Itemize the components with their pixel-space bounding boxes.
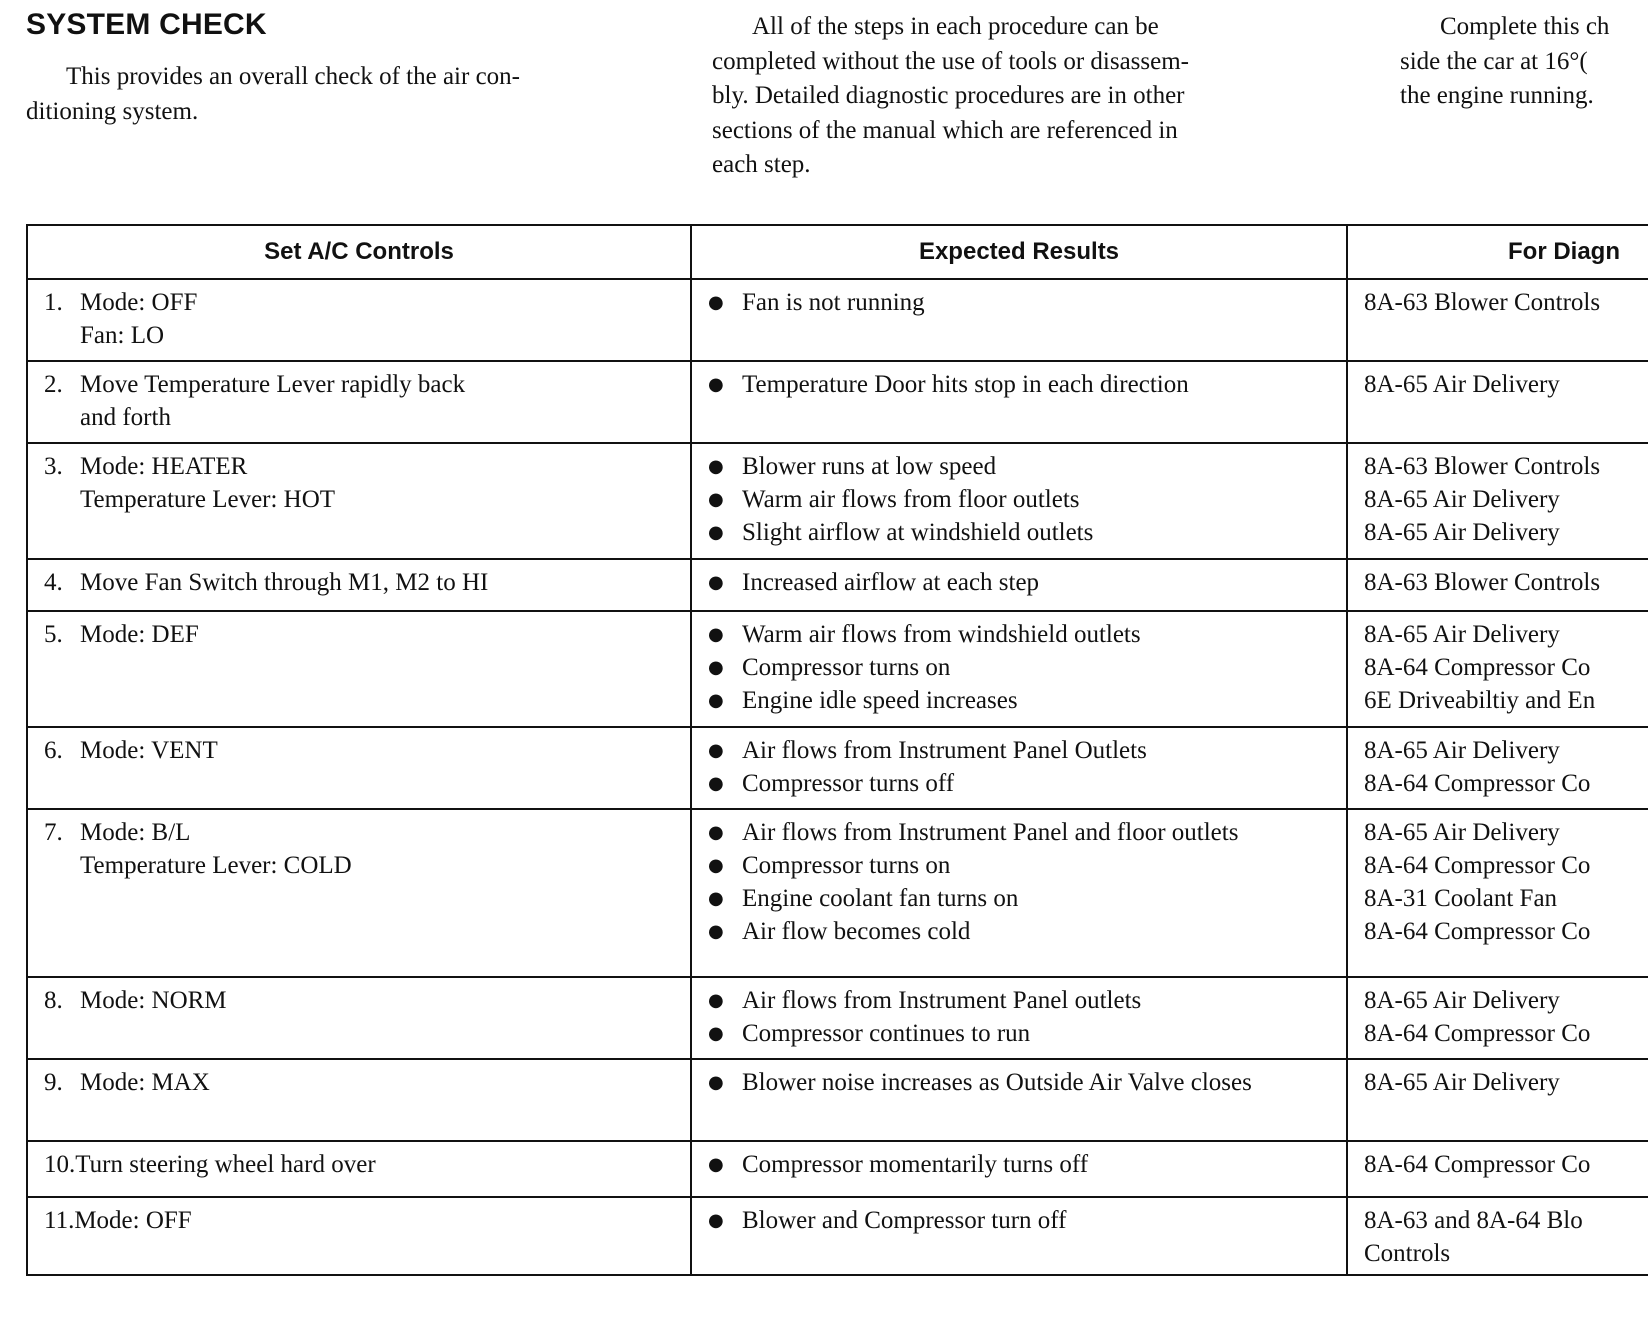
diagnosis-cell <box>1347 1059 1648 1141</box>
intro-line: All of the steps in each procedure can be <box>752 13 1159 40</box>
table-row <box>27 727 1648 809</box>
control-text: Move Temperature Lever rapidly back <box>80 371 466 398</box>
results-list <box>708 1066 1334 1099</box>
page-title: SYSTEM CHECK <box>26 8 267 41</box>
intro-line: each step. <box>712 151 811 178</box>
result-item: ● Warm air flows from windshield outlets <box>708 618 1338 651</box>
result-item: ● Engine idle speed increases <box>708 684 1338 717</box>
controls-cell <box>27 361 691 443</box>
step-number: 10. <box>44 1151 76 1178</box>
result-item: ● Blower runs at low speed <box>708 450 1338 483</box>
results-cell <box>691 1141 1347 1197</box>
table-row <box>27 361 1648 443</box>
result-item: ● Compressor turns on <box>708 651 1338 684</box>
result-item: ● Engine coolant fan turns on <box>708 882 1338 915</box>
results-cell <box>691 1197 1347 1275</box>
table-row <box>27 611 1648 727</box>
diagnosis-reference: 8A-65 Air Delivery <box>1364 987 1560 1014</box>
diagnosis-reference: 8A-63 Blower Controls <box>1364 289 1601 316</box>
result-item: ● Fan is not running <box>708 286 1338 319</box>
control-text: and forth <box>80 404 171 431</box>
control-setting <box>44 1066 678 1099</box>
results-cell <box>691 279 1347 361</box>
result-item: ● Compressor turns off <box>708 767 1338 800</box>
intro-line: the engine running. <box>1400 82 1594 109</box>
results-cell <box>691 443 1347 559</box>
control-setting <box>44 618 678 651</box>
result-item: ● Temperature Door hits stop in each direction <box>708 368 1338 401</box>
intro-paragraph-1 <box>26 60 626 129</box>
controls-cell <box>27 1141 691 1197</box>
step-number: 4. <box>44 569 63 596</box>
diagnosis-cell <box>1347 361 1648 443</box>
diagnosis-cell <box>1347 727 1648 809</box>
control-text: Mode: DEF <box>80 621 199 648</box>
diagnosis-cell <box>1347 279 1648 361</box>
column-header-results: Expected Results <box>691 225 1347 279</box>
results-list <box>708 734 1334 800</box>
diagnosis-reference: 8A-64 Compressor Co <box>1364 770 1591 797</box>
table-body <box>27 279 1648 1275</box>
diagnosis-reference: 8A-64 Compressor Co <box>1364 852 1591 879</box>
intro-line: Complete this ch <box>1440 13 1610 40</box>
diagnosis-reference: 6E Driveabiltiy and En <box>1364 687 1596 714</box>
step-number: 8. <box>44 987 63 1014</box>
controls-cell <box>27 1059 691 1141</box>
results-list <box>708 450 1334 549</box>
control-setting <box>44 816 678 849</box>
diagnosis-cell <box>1347 1197 1648 1275</box>
result-item: ● Increased airflow at each step <box>708 566 1338 599</box>
diagnosis-reference: 8A-65 Air Delivery <box>1364 519 1560 546</box>
diagnosis-cell <box>1347 977 1648 1059</box>
control-setting <box>44 849 678 882</box>
diagnosis-reference: Controls <box>1364 1240 1451 1267</box>
intro-line: completed without the use of tools or disassem- <box>712 47 1190 75</box>
column-header-diagnosis: For Diagn <box>1347 225 1648 279</box>
diagnosis-cell <box>1347 611 1648 727</box>
control-text: Mode: OFF <box>80 289 198 316</box>
controls-cell <box>27 559 691 611</box>
diagnosis-reference: 8A-64 Compressor Co <box>1364 654 1591 681</box>
diagnosis-reference: 8A-64 Compressor Co <box>1364 1151 1591 1178</box>
results-list <box>708 618 1334 717</box>
diagnosis-reference: 8A-65 Air Delivery <box>1364 621 1560 648</box>
result-item: ● Compressor turns on <box>708 849 1338 882</box>
results-list <box>708 816 1334 948</box>
result-item: ● Air flow becomes cold <box>708 915 1338 948</box>
control-setting <box>44 319 678 352</box>
results-cell <box>691 727 1347 809</box>
results-list <box>708 368 1334 401</box>
control-setting <box>44 1204 678 1237</box>
diagnosis-cell <box>1347 443 1648 559</box>
control-setting <box>44 483 678 516</box>
step-number: 6. <box>44 737 63 764</box>
results-cell <box>691 1059 1347 1141</box>
results-list <box>708 286 1334 319</box>
diagnosis-reference: 8A-63 Blower Controls <box>1364 453 1601 480</box>
control-text: Mode: OFF <box>74 1207 192 1234</box>
control-text: Mode: NORM <box>80 987 227 1014</box>
control-setting <box>44 368 678 401</box>
result-item: ● Blower noise increases as Outside Air Valve closes <box>708 1066 1338 1099</box>
diagnosis-reference: 8A-65 Air Delivery <box>1364 737 1560 764</box>
step-number: 9. <box>44 1069 63 1096</box>
step-number: 11. <box>44 1207 75 1234</box>
controls-cell <box>27 279 691 361</box>
intro-paragraph-3 <box>1400 10 1648 114</box>
control-setting <box>44 566 678 599</box>
control-setting <box>44 286 678 319</box>
results-list <box>708 566 1334 599</box>
controls-cell <box>27 727 691 809</box>
table-row <box>27 443 1648 559</box>
diagnosis-reference: 8A-63 Blower Controls <box>1364 569 1601 596</box>
step-number: 1. <box>44 289 63 316</box>
results-cell <box>691 611 1347 727</box>
table-row <box>27 1197 1648 1275</box>
step-number: 2. <box>44 371 63 398</box>
diagnosis-reference: 8A-65 Air Delivery <box>1364 1069 1560 1096</box>
column-header-controls: Set A/C Controls <box>27 225 691 279</box>
control-setting <box>44 450 678 483</box>
controls-cell <box>27 1197 691 1275</box>
results-list <box>708 984 1334 1050</box>
intro-line: This provides an overall check of the air con- <box>66 63 520 90</box>
result-item: ● Compressor continues to run <box>708 1017 1338 1050</box>
results-list <box>708 1204 1334 1237</box>
diagnosis-reference: 8A-65 Air Delivery <box>1364 486 1560 513</box>
diagnosis-reference: 8A-64 Compressor Co <box>1364 918 1591 945</box>
table-row <box>27 1141 1648 1197</box>
control-text: Mode: B/L <box>80 819 191 846</box>
results-list <box>708 1148 1334 1181</box>
control-text: Temperature Lever: COLD <box>80 852 352 879</box>
diagnosis-reference: 8A-63 and 8A-64 Blo <box>1364 1207 1583 1234</box>
results-cell <box>691 559 1347 611</box>
control-setting <box>44 401 678 434</box>
control-setting <box>44 1148 678 1181</box>
diagnosis-reference: 8A-64 Compressor Co <box>1364 1020 1591 1047</box>
diagnosis-reference: 8A-31 Coolant Fan <box>1364 885 1558 912</box>
control-setting <box>44 984 678 1017</box>
intro-line: ditioning system. <box>26 97 199 125</box>
control-text: Move Fan Switch through M1, M2 to HI <box>80 569 489 596</box>
result-item: ● Air flows from Instrument Panel outlets <box>708 984 1338 1017</box>
result-item: ● Blower and Compressor turn off <box>708 1204 1338 1237</box>
results-cell <box>691 809 1347 977</box>
system-check-table <box>26 224 1648 1276</box>
intro-paragraph-2 <box>712 10 1317 183</box>
control-text: Mode: VENT <box>80 737 218 764</box>
table-row <box>27 809 1648 977</box>
table-row <box>27 559 1648 611</box>
control-text: Mode: MAX <box>80 1069 210 1096</box>
table-row <box>27 1059 1648 1141</box>
step-number: 7. <box>44 819 63 846</box>
table-row <box>27 977 1648 1059</box>
intro-line: side the car at 16°( <box>1400 47 1588 75</box>
diagnosis-cell <box>1347 809 1648 977</box>
control-text: Turn steering wheel hard over <box>75 1151 376 1178</box>
diagnosis-cell <box>1347 559 1648 611</box>
result-item: ● Air flows from Instrument Panel Outlets <box>708 734 1338 767</box>
control-setting <box>44 734 678 767</box>
controls-cell <box>27 977 691 1059</box>
intro-line: bly. Detailed diagnostic procedures are in other <box>712 82 1185 109</box>
result-item: ● Air flows from Instrument Panel and floor outlets <box>708 816 1338 849</box>
results-cell <box>691 977 1347 1059</box>
control-text: Mode: HEATER <box>80 453 248 480</box>
controls-cell <box>27 443 691 559</box>
table-header-row <box>27 225 1648 279</box>
step-number: 5. <box>44 621 63 648</box>
diagnosis-reference: 8A-65 Air Delivery <box>1364 819 1560 846</box>
diagnosis-cell <box>1347 1141 1648 1197</box>
result-item: ● Compressor momentarily turns off <box>708 1148 1338 1181</box>
results-cell <box>691 361 1347 443</box>
intro-line: sections of the manual which are referenced in <box>712 116 1178 144</box>
result-item: ● Warm air flows from floor outlets <box>708 483 1338 516</box>
control-text: Fan: LO <box>80 322 165 349</box>
step-number: 3. <box>44 453 63 480</box>
table-row <box>27 279 1648 361</box>
result-item: ● Slight airflow at windshield outlets <box>708 516 1338 549</box>
controls-cell <box>27 809 691 977</box>
controls-cell <box>27 611 691 727</box>
diagnosis-reference: 8A-65 Air Delivery <box>1364 371 1560 398</box>
control-text: Temperature Lever: HOT <box>80 486 336 513</box>
